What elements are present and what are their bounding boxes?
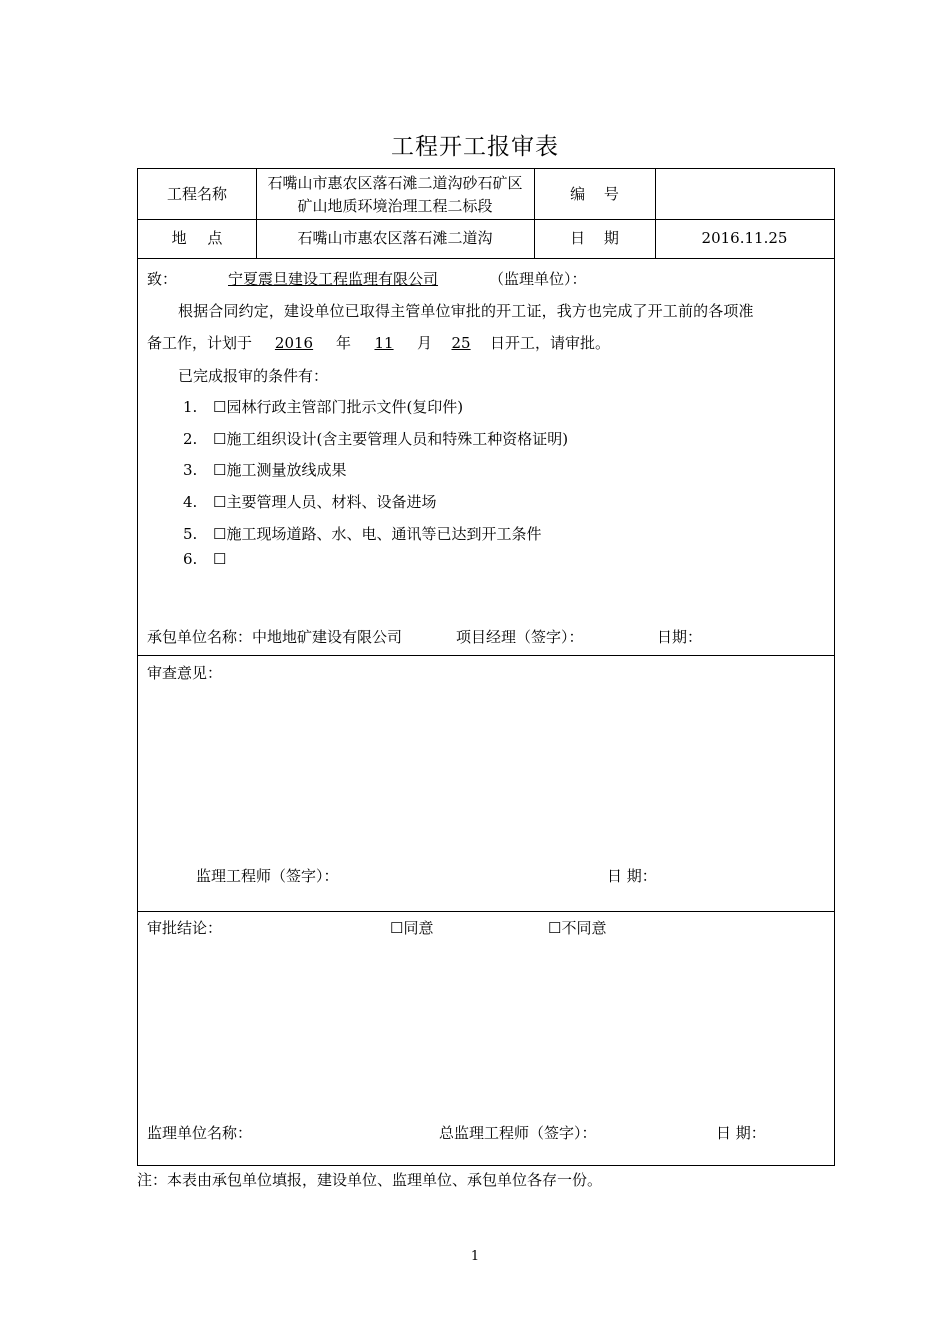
- condition-text: 园林行政主管部门批示文件(复印件): [226, 398, 464, 416]
- condition-item: [183, 428, 568, 449]
- contractor-name: 承包单位名称：中地地矿建设有限公司: [147, 628, 403, 646]
- form-table: [137, 168, 835, 1166]
- start-day: 25: [451, 334, 471, 352]
- condition-number: 4.: [183, 493, 198, 511]
- page-title: 工程开工报审表: [391, 134, 559, 160]
- addressee-line: [147, 268, 587, 289]
- engineer-signature-label: 监理工程师（签字）：: [196, 867, 339, 885]
- approval-date-label: 日 期：: [716, 1124, 766, 1142]
- disagree-option[interactable]: [548, 917, 606, 938]
- body-prefix: 备工作，计划于: [147, 334, 253, 352]
- condition-text: 施工测量放线成果: [226, 461, 347, 479]
- start-year: 2016: [274, 334, 314, 352]
- condition-number: 5.: [183, 525, 198, 543]
- start-month: 11: [374, 334, 394, 352]
- section-divider: [138, 655, 834, 656]
- checkbox[interactable]: ☐: [213, 525, 227, 543]
- year-label: 年: [336, 334, 352, 352]
- body-line-2: [147, 332, 610, 353]
- supervisor-company: 宁夏震旦建设工程监理有限公司: [228, 270, 439, 288]
- checkbox[interactable]: ☐: [213, 550, 227, 568]
- addressee-prefix: 致：: [147, 270, 178, 288]
- condition-number: 3.: [183, 461, 198, 479]
- month-label: 月: [417, 334, 433, 352]
- date-value: 2016.11.25: [701, 229, 788, 247]
- conditions-heading: 已完成报审的条件有：: [178, 367, 329, 385]
- project-manager-signature-label: 项目经理（签字）：: [456, 628, 584, 646]
- page-number: 1: [470, 1249, 480, 1264]
- contractor-date-label: 日期：: [657, 628, 703, 646]
- section-divider: [138, 911, 834, 912]
- condition-item: [183, 550, 226, 568]
- condition-text: 施工现场道路、水、电、通讯等已达到开工条件: [226, 525, 542, 543]
- supervisor-unit-label: 监理单位名称：: [147, 1124, 253, 1142]
- checkbox[interactable]: ☐: [213, 493, 227, 511]
- condition-text: 主要管理人员、材料、设备进场: [226, 493, 437, 511]
- checkbox[interactable]: ☐: [213, 461, 227, 479]
- body-line-1: 根据合同约定，建设单位已取得主管单位审批的开工证，我方也完成了开工前的各项准: [178, 302, 754, 320]
- footnote: 注：本表由承包单位填报，建设单位、监理单位、承包单位各存一份。: [137, 1171, 603, 1189]
- condition-text: 施工组织设计(含主要管理人员和特殊工种资格证明): [226, 430, 569, 448]
- condition-item: [183, 491, 436, 512]
- condition-number: 6.: [183, 550, 198, 568]
- number-value[interactable]: [655, 169, 834, 219]
- checkbox[interactable]: ☐: [390, 919, 404, 937]
- project-name-value: 石嘴山市惠农区落石滩二道沟砂石矿区矿山地质环境治理工程二标段: [267, 173, 523, 215]
- condition-item: [183, 459, 346, 480]
- body-suffix: 日开工，请审批。: [490, 334, 611, 352]
- checkbox[interactable]: ☐: [213, 398, 227, 416]
- review-heading: 审查意见：: [147, 664, 223, 682]
- row-divider: [138, 258, 834, 259]
- agree-option[interactable]: [390, 917, 433, 938]
- location-value: 石嘴山市惠农区落石滩二道沟: [297, 229, 493, 247]
- condition-item: [183, 396, 463, 417]
- condition-number: 1.: [183, 398, 198, 416]
- checkbox[interactable]: ☐: [548, 919, 562, 937]
- chief-engineer-signature-label: 总监理工程师（签字）：: [439, 1124, 597, 1142]
- location-label: 地 点: [171, 229, 223, 247]
- agree-label: 同意: [403, 919, 434, 937]
- approval-heading: 审批结论：: [147, 919, 223, 937]
- date-label: 日 期: [570, 229, 619, 247]
- addressee-suffix: （监理单位）：: [489, 270, 587, 288]
- checkbox[interactable]: ☐: [213, 430, 227, 448]
- disagree-label: 不同意: [561, 919, 607, 937]
- number-label: 编 号: [570, 184, 619, 203]
- condition-number: 2.: [183, 430, 198, 448]
- project-name-label: 工程名称: [166, 184, 227, 203]
- condition-item: [183, 523, 541, 544]
- review-date-label: 日 期：: [607, 867, 657, 885]
